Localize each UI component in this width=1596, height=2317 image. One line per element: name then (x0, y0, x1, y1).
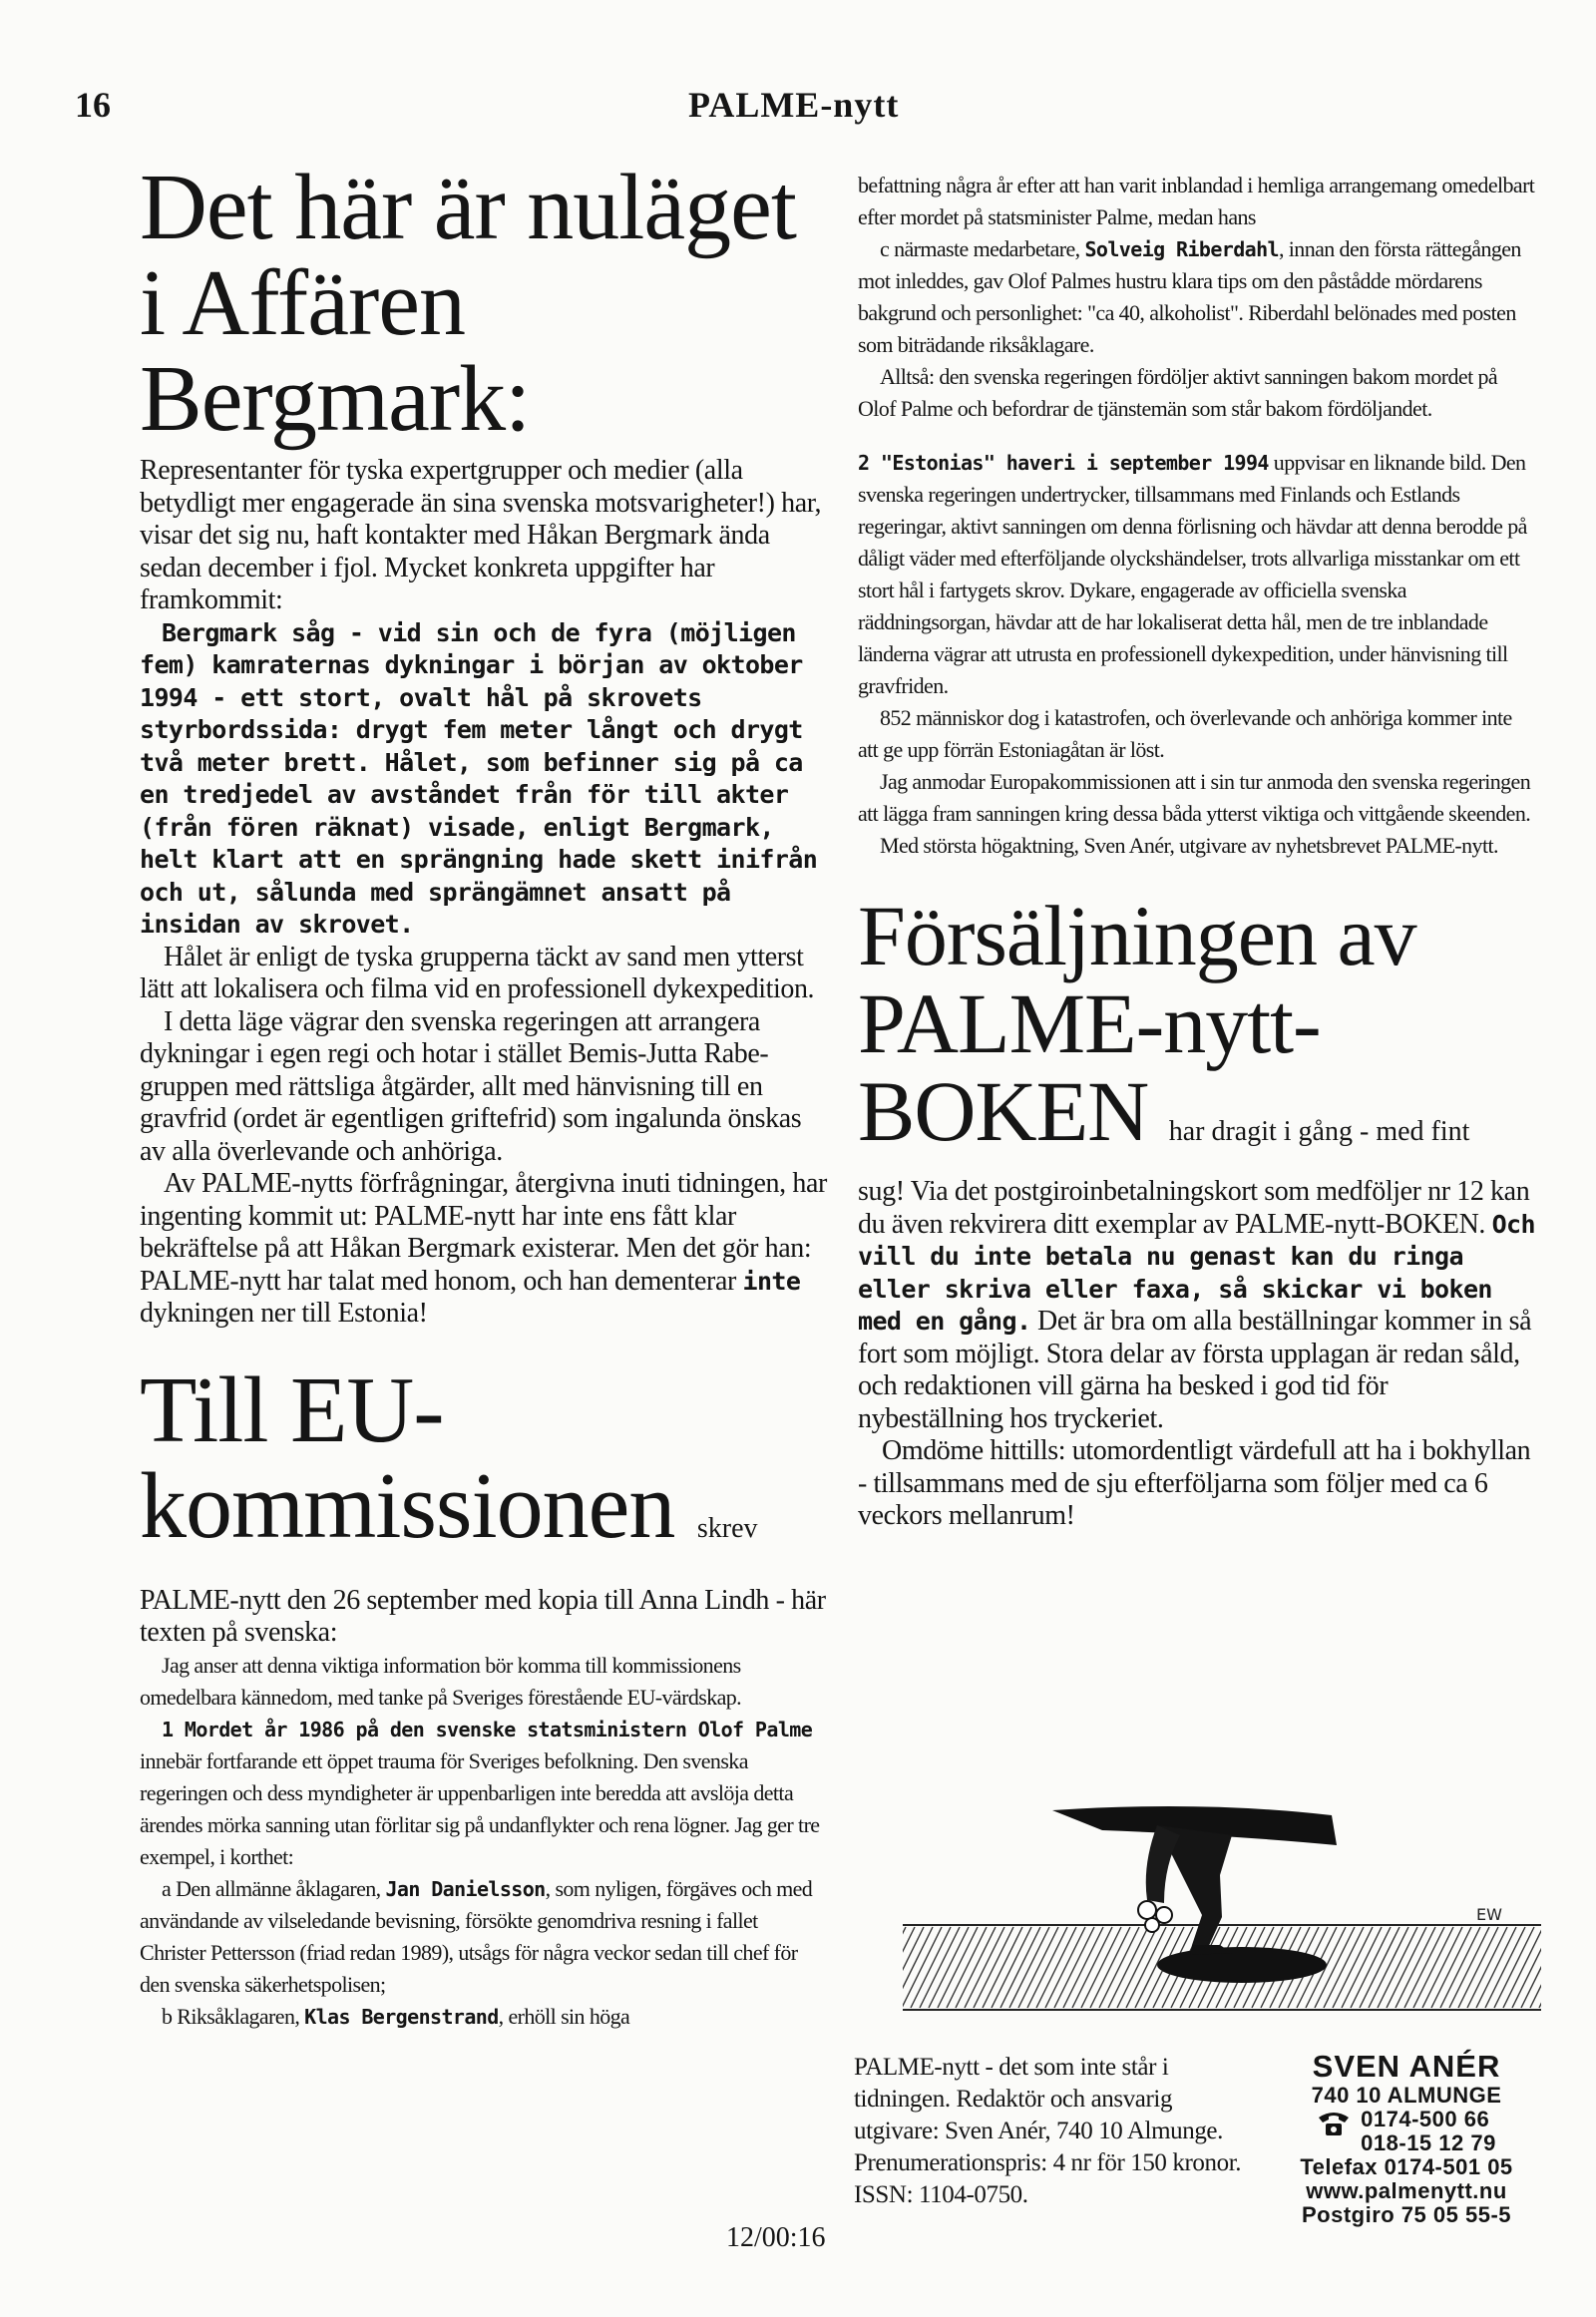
paragraph-eu-intro: PALME-nytt den 26 september med kopia till Anna Lindh - här texten på svenska: (140, 1584, 826, 1648)
headline-book-line2: PALME-nytt- (858, 975, 1321, 1071)
paragraph-book (858, 1176, 1536, 1435)
headline-eu-text: Till EU-kommissionen (140, 1357, 675, 1558)
book-text-post: Det är bra om alla beställningar kommer in så fort som möjligt. Stora delar av första upplagan är redan såld, och redaktionen vill gärna ha besked i god tid för nybeställning hos tryckeriet. (858, 1306, 1532, 1434)
contact-address: 740 10 ALMUNGE (1311, 2083, 1502, 2108)
inquiries-text: Av PALME-nytts förfrågningar, återgivna inuti tidningen, har ingenting kommit ut: PALME-nytt har inte ens fått klar bekräftelse på att Håkan Bergmark existerar. Men det gör han: PALME-nytt har talat med honom, och han dementerar (140, 1168, 827, 1297)
letter-point-a (140, 1873, 828, 2001)
left-column (140, 156, 828, 2033)
headline-book-line1: Försäljningen av (858, 888, 1416, 983)
paragraph-bold-findings: Bergmark såg - vid sin och de fyra (möjligen fem) kamraternas dykningar i början av oktober 1994 - ett stort, ovalt hål på skrovets styrbordssida: drygt fem meter långt och drygt två meter brett. Hålet, som befinner sig på ca en tredjedel av avståndet från för till akter (från fören räknat) visade, enligt Bergmark, helt klart att en sprängning hade skett inifrån och ut, sålunda med sprängämnet ansatt på insidan av skrovet. (140, 617, 818, 939)
fax: Telefax 0174-501 05 (1300, 2154, 1513, 2179)
contact-block (1272, 2050, 1541, 2227)
telephone-icon (1317, 2108, 1351, 2137)
artist-mark: EW (1476, 1905, 1502, 1924)
letter-point-1 (140, 1714, 828, 1873)
letter-point-c (858, 233, 1536, 361)
inquiries-end: dykningen ner till Estonia! (140, 1298, 428, 1329)
point-b-pre: b Riksåklagaren, (162, 2003, 305, 2029)
phone-row (1317, 2108, 1496, 2155)
point-a-pre: a Den allmänne åklagaren, (162, 1875, 386, 1901)
point-1-text: innebär fortfarande ett öppet trauma för Sveriges befolkning. Den svenska regeringen och dess myndigheter är uppenbarligen inte beredda att avslöja detta ärendes mörka sanning utan förlitar sig på undanflykter och rena lögner. Jag ger tre exempel, i korthet: (140, 1747, 820, 1869)
point-2-bold: 2 "Estonias" haveri i september 1994 (858, 451, 1269, 475)
headline-book-tail: har dragit i gång - med fint (1168, 1116, 1470, 1147)
issue-folio: 12/00:16 (726, 2222, 826, 2253)
inquiries-bold: inte (742, 1266, 801, 1296)
point-b-post: , erhöll sin höga (498, 2003, 630, 2029)
point-2-text: uppvisar en liknande bild. Den svenska regeringen undertrycker, tillsammans med Finlands och Estlands regeringar, aktivt sanningen om denna förlisning och hävdar att denna berodde på dåligt väder med efterföljande olyckshändelser, trots allvarliga misstankar om ett stort hål i fartygets skrov. Dykare, engagerade av officiella svenska räddningsorgan, hävdar att de har lokaliserat detta hål, men de tre inblandade länderna vägrar att utrusta en professionell dykexpedition, under hänvisning till gravfriden. (858, 450, 1527, 698)
letter-casualties: 852 människor dog i katastrofen, och överlevande och anhöriga kommer inte att ge upp förrän Estoniagåtan är löst. (858, 705, 1512, 762)
point-c-pre: c närmaste medarbetare, (880, 236, 1085, 261)
postgiro: Postgiro 75 05 55-5 (1301, 2202, 1512, 2227)
running-head: PALME-nytt (688, 85, 900, 125)
point-a-post: , som nyligen, förgäves och med användande av vilseledande bevisning, försökte genomdriva resning i fallet Christer Pettersson (friad redan 1989), utsågs för några veckor sedan till chef för den svenska säkerhetspolisen; (140, 1875, 813, 1997)
point-b-bold: Klas Bergenstrand (304, 2004, 499, 2029)
right-column (858, 170, 1536, 1533)
phone-1: 0174-500 66 (1361, 2107, 1490, 2131)
letter-conclusion: Alltså: den svenska regeringen fördöljer aktivt sanningen bakom mordet på Olof Palme och befordrar de tjänstemän som står bakom fördöljandet. (858, 364, 1498, 421)
headline-eu-tail: skrev (696, 1512, 758, 1544)
point-a-bold: Jan Danielsson (385, 1876, 546, 1901)
letter-signature: Med största högaktning, Sven Anér, utgivare av nyhetsbrevet PALME-nytt. (880, 833, 1498, 858)
letter-point-b (140, 2001, 828, 2033)
book-text-pre: sug! Via det postgiroinbetalningskort som medföljer nr 12 kan du även rekvirera ditt exemplar av PALME-nytt-BOKEN. (858, 1176, 1530, 1240)
paragraph-review: Omdöme hittills: utomordentligt värdefull att ha i bokhyllan - tillsammans med de sju efterföljarna som följer med ca 6 veckors mellanrum! (858, 1435, 1531, 1531)
point-c-bold: Solveig Riberdahl (1084, 237, 1279, 261)
phone-2: 018-15 12 79 (1361, 2130, 1496, 2155)
book-text-bold: Och vill du inte betala nu genast kan du ringa eller skriva eller faxa, så skickar vi boken med en gång. (858, 1209, 1535, 1336)
contact-name: SVEN ANÉR (1312, 2049, 1501, 2084)
paragraph-inquiries (140, 1168, 828, 1331)
cartoon-illustration (903, 1805, 1541, 2025)
letter-point-2 (858, 447, 1536, 702)
headline-bergmark: Det här är nuläget i Affären Bergmark: (140, 156, 796, 451)
letter-intro: Jag anser att denna viktiga information bör komma till kommissionens omedelbara kännedom, med tanke på Sveriges förestående EU-värdskap. (140, 1652, 742, 1710)
colophon: PALME-nytt - det som inte står i tidningen. Redaktör och ansvarig utgivare: Sven Anér, 740 10 Almunge. Prenumerationspris: 4 nr för 150 kronor. ISSN: 1104-0750. (854, 2054, 1242, 2208)
website: www.palmenytt.nu (1306, 2178, 1507, 2203)
point-c-post: , innan den första rättegången mot inleddes, gav Olof Palmes hustru klara tips om den påstådde mördarens bakgrund och personlighet: "ca 40, alkoholist". Riberdahl belönades med posten som biträdande riksåklagare. (858, 236, 1521, 357)
letter-continued: befattning några år efter att han varit inblandad i hemliga arrangemang omedelbart efter mordet på statsminister Palme, medan hans (858, 173, 1535, 229)
point-1-bold: 1 Mordet år 1986 på den svenske statsministern Olof Palme (162, 1717, 813, 1741)
headline-book-text: BOKEN (858, 1063, 1149, 1159)
letter-request: Jag anmodar Europakommissionen att i sin tur anmoda den svenska regeringen att lägga fram sanningen kring dessa båda ytterst viktiga och vittgående skeenden. (858, 769, 1531, 826)
headline-eu (140, 1357, 828, 1577)
headline-book-line3 (858, 1063, 1536, 1176)
paragraph-government: I detta läge vägrar den svenska regeringen att arrangera dykningar i egen regi och hotar i stället Bemis-Jutta Rabe-gruppen med rättsliga åtgärder, allt med hänvisning till en gravfrid (ordet är egentligen griftefrid) som ingalunda önskas av alla överlevande och anhöriga. (140, 1005, 802, 1167)
page-number: 16 (75, 85, 111, 125)
paragraph-intro: Representanter för tyska expertgrupper och medier (alla betydligt mer engagerade än sina svenska motsvarigheter!) har, visar det sig nu, haft kontakter med Håkan Bergmark ända sedan december i fjol. Mycket konkreta uppgifter har framkommit: (140, 455, 822, 615)
paragraph-hole: Hålet är enligt de tyska grupperna täckt av sand men ytterst lätt att lokalisera och filma vid en professionell dykexpedition. (140, 941, 815, 1004)
